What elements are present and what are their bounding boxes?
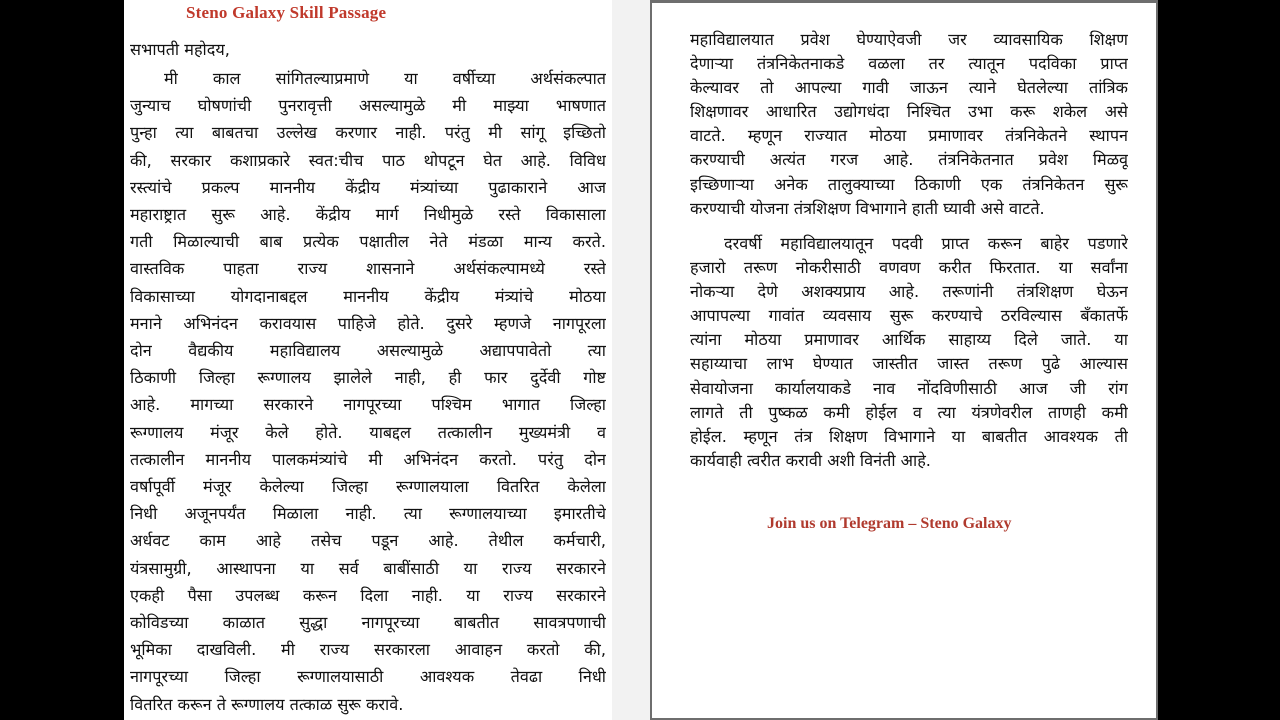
text-line: त्यांना मोठया प्रमाणावर आर्थिक साहाय्य दिले जाते. या [690,330,1128,350]
text-line: की, सरकार कशाप्रकारे स्वत:चीच पाठ थोपटून घेत आहे. विविध [130,150,606,170]
text-line: मनाने अभिनंदन करावयास पाहिजे होते. दुसरे म्हणजे नागपूरला [130,313,606,333]
text-line: कार्यवाही त्वरीत करावी अशी विनंती आहे. [690,450,931,470]
text-line: करण्याची अत्यंत गरज आहे. तंत्रनिकेतनात प्रवेश मिळवू [690,150,1128,170]
text-line: शिक्षणावर आधारित उद्योगधंदा निश्चित उभा करू शकेल असे [690,102,1128,122]
telegram-footer: Join us on Telegram – Steno Galaxy [767,515,1012,532]
text-line: आहे. मागच्या सरकारने नागपूरच्या पश्चिम भागात जिल्हा [130,395,606,415]
text-line: भूमिका दाखविली. मी राज्य सरकारला आवाहन करतो की, [130,640,606,660]
text-line: अर्धवट काम आहे तसेच पडून आहे. तेथील कर्मचारी, [130,531,606,551]
text-line: नोकऱ्या देणे अशक्यप्राय आहे. तरूणांनी तंत्रशिक्षण घेऊन [690,282,1128,302]
page-gap [612,0,651,720]
text-line: वास्तविक पाहता राज्य शासनाने अर्थसंकल्पामध्ये रस्ते [130,259,606,279]
text-line: हजारो तरूण नोकरीसाठी वणवण करीत फिरतात. या सर्वांना [690,258,1128,278]
right-document-page [650,0,1158,720]
text-line: गती मिळाल्याची बाब प्रत्येक पक्षातील नेते मंडळा मान्य करते. [130,232,606,252]
text-line: केल्यावर तो आपल्या गावी जाऊन त्याने घेतलेल्या तांत्रिक [690,78,1128,98]
text-line: तत्कालीन माननीय पालकमंत्र्यांचे मी अभिनंदन करतो. परंतु दोन [130,449,606,469]
text-line: नागपूरच्या जिल्हा रूग्णालयासाठी आवश्यक तेवढा निधी [130,667,606,687]
text-line: होईल. म्हणून तंत्र शिक्षण विभागाने या बाबतीत आवश्यक ती [690,426,1128,446]
text-line: लागते ती पुष्कळ कमी होईल व त्या यंत्रणेवरील ताणही कमी [690,402,1128,422]
text-line: पुन्हा त्या बाबतचा उल्लेख करणार नाही. परंतु मी सांगू इच्छितो [130,123,606,143]
text-line: रूग्णालय मंजूर केले होते. याबद्दल तत्कालीन मुख्यमंत्री व [130,422,606,442]
text-line: एकही पैसा उपलब्ध करून दिला नाही. या राज्य सरकारने [130,585,606,605]
text-line: ठिकाणी जिल्हा रूग्णालय झालेले नाही, ही फार दुर्देवी गोष्ट [130,368,606,388]
text-line: दोन वैद्यकीय महाविद्यालय असल्यामुळे अद्यापपावेतो त्या [130,341,606,361]
text-line: इच्छिणाऱ्या अनेक तालुक्याच्या ठिकाणी एक तंत्रनिकेतन सुरू [690,174,1128,194]
text-line: करण्याची योजना तंत्रशिक्षण विभागाने हाती घ्यावी असे वाटते. [690,198,1045,218]
text-line: यंत्रसामुग्री, आस्थापना या सर्व बाबींसाठी या राज्य सरकारने [130,558,606,578]
text-line: महाविद्यालयात प्रवेश घेण्याऐवजी जर व्यावसायिक शिक्षण [690,30,1128,49]
text-line: दरवर्षी महाविद्यालयातून पदवी प्राप्त करून बाहेर पडणारे [724,234,1128,253]
text-line: आपापल्या गावांत व्यवसाय सुरू करण्याचे ठरविल्यास बॅंकातर्फे [690,306,1128,326]
left-paragraph [130,65,606,718]
right-paragraph-1 [690,28,1128,221]
text-line: महाराष्ट्रात सुरू आहे. केंद्रीय मार्ग निधीमुळे रस्ते विकासाला [130,205,606,225]
text-line: कोविडच्या काळात सुद्धा नागपूरच्या बाबतीत सावत्रपणाची [130,613,606,633]
text-line: सेवायोजना कार्यालयाकडे नाव नोंदविणीसाठी आज जी रांग [690,378,1128,398]
text-line: वर्षापूर्वी मंजूर केलेल्या जिल्हा रूग्णालयाला वितरित केलेला [130,477,606,497]
text-line: निधी अजूनपर्यंत मिळाला नाही. त्या रूग्णालयाच्या इमारतीचे [130,504,606,524]
salutation: सभापती महोदय, [130,40,230,59]
text-line: मी काल सांगितल्याप्रमाणे या वर्षीच्या अर्थसंकल्पात [164,69,606,88]
text-line: वितरित करून ते रूग्णालय तत्काळ सुरू करावे. [130,694,404,714]
text-line: वाटते. म्हणून राज्यात मोठया प्रमाणावर तंत्रनिकेतने स्थापन [690,126,1128,146]
passage-header: Steno Galaxy Skill Passage [186,3,387,22]
text-line: जुन्याच घोषणांची पुनरावृत्ती असल्यामुळे मी माझ्या भाषणात [130,96,606,116]
text-line: सहाय्याचा लाभ घेण्यात जास्तीत जास्त तरूण पुढे आल्यास [690,354,1128,374]
text-line: रस्त्यांचे प्रकल्प माननीय केंद्रीय मंत्र्यांच्या पुढाकाराने आज [130,177,606,197]
text-line: देणाऱ्या तंत्रनिकेतनाकडे वळला तर त्यातून पदविका प्राप्त [690,54,1128,74]
left-document-page [124,0,612,720]
text-line: विकासाच्या योगदानाबद्दल माननीय केंद्रीय मंत्र्यांचे मोठया [130,286,606,306]
right-paragraph-2 [690,232,1128,473]
